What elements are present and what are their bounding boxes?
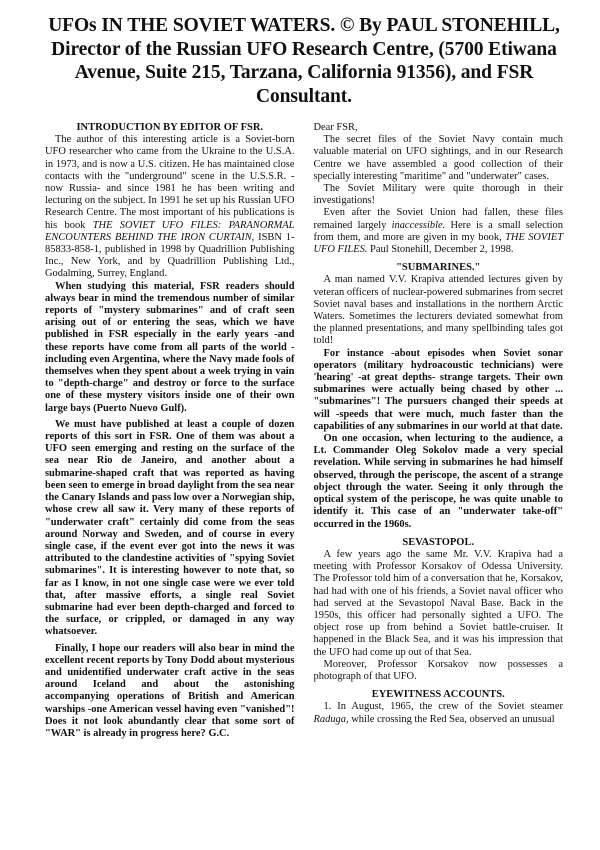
letter-p3-text-mid: Here is a small selection from them, and more are given in my book, [313,219,563,243]
letter-paragraph-3 [314,207,564,256]
submarines-paragraph-1: A man named V.V. Krapiva attended lectures given by veteran officers of nuclear-powered submarines from secret Soviet naval bases and installations in the northern Arctic Waters. Sometimes the lecturers deviated somewhat from the planned presentations, and many spellbinding tales got told! [313,274,563,347]
sevastopol-heading: SEVASTOPOL. [402,536,475,548]
intro-paragraph-2: When studying this material, FSR readers should always bear in mind the tremendous number of similar reports of "mystery submarines" and of craft seen arising out of or entering the seas, which we have published in FSR especially in the early years -and these reports have come from all parts of the world -including even Argentina, where the Navy made fools of themselves when they spent about a week trying in vain to "depth-charge" and destroy or force to the surface one of these mystery visitors inside one of their own large bays (Puerto Nuevo Gulf). [45,280,295,414]
sevastopol-paragraph-2: Moreover, Professor Korsakov now possesses a photograph of that UFO. [313,658,563,682]
submarines-heading: "SUBMARINES." [396,262,481,274]
emphasis-inaccessible: inaccessible. [391,219,446,231]
submarines-paragraph-2: For instance -about episodes when Soviet sonar operators (military hydroacoustic technicians) were 'hearing' -at great depths- strange targets. Their own submarines were actually being chased by other ... "submarines"! The pursuers changed their speeds at will -speeds that were much, much faster than the capabilities of any submarines in our world at that date. [313,347,563,432]
intro-p1-text: The author of this interesting article is a Soviet-born UFO researcher who came from the Ukraine to the U.S.A. in 1973, and is now a U.S. citizen. He has maintained close contacts with the "underground" scene in the U.S.S.R. -now Russia- and since 1981 he has been writing and lecturing on the subject. In 1991 he set up his Russian UFO Research Centre. The most important of his publications is his book [45,134,295,231]
intro-paragraph-4: Finally, I hope our readers will also bear in mind the excellent recent reports by Tony Dodd about mysterious and unidentified underwater craft active in the seas around Iceland and about the astonishing accompanying operations of British and American warships -one American vessel having even "vanished"! Does it not look abundantly clear that some sort of "WAR" is already in progress here? G.C. [45,642,295,739]
eyewitness-heading: EYEWITNESS ACCOUNTS. [371,689,505,701]
letter-signature: Paul Stonehill, December 2, 1998. [367,244,514,256]
ship-name: Raduga, [313,713,349,725]
eyewitness-p1-text: 1. In August, 1965, the crew of the Soviet steamer [323,701,563,713]
sevastopol-paragraph-1: A few years ago the same Mr. V.V. Krapiva had a meeting with Professor Korsakov of Odessa University. The Professor told him of a conversation that he, Korsakov, had had with one of his friends, a Soviet naval officer who had served at the Sevastopol Naval Base. Back in the 1950s, this officer had personally sighted a UFO. The object rose up from behind a Soviet battle-cruiser. It happened in the Black Sea, and it was his impression that the UFO had come up out of that Sea. [313,548,563,658]
eyewitness-paragraph-1 [314,701,564,725]
intro-heading: INTRODUCTION BY EDITOR OF FSR. [76,122,264,133]
letter-p3-text: Even after the Soviet Union had fallen, these files remained largely [313,207,563,231]
book-title-ref: THE SOVIET UFO FILES. [313,231,563,256]
article-title: UFOs IN THE SOVIET WATERS. © By PAUL STONEHILL, Director of the Russian UFO Research Centre, (5700 Etiwana Avenue, Suite 215, Tarzana, California 91356), and FSR Consultant. [48,15,560,107]
letter-salutation: Dear FSR, [313,122,358,133]
eyewitness-p1-text-end: while crossing the Red Sea, observed an unusual [348,713,555,725]
letter-paragraph-1: The secret files of the Soviet Navy contain much valuable material on UFO sightings, and in our Research Centre we have assembled a good collection of their specially interesting "maritime" and "underwater" cases. [313,134,563,182]
letter-paragraph-2: The Soviet Military were quite thorough in their investigations! [313,183,563,207]
intro-paragraph-3: We must have published at least a couple of dozen reports of this sort in FSR. One of them was about a UFO seen emerging and resting on the surface of the sea near Rio de Janeiro, and another about a submarine-shaped craft that was reported as having been seen to emerge in broad daylight from the sea near the Canary Islands and pass low over a Norwegian ship, whose crew all saw it. Very many of these reports of "underwater craft" certainly did come from the seas around Norway and Sweden, and of course in every single case, if the event ever got into the news it was attributed to the clandestine activities of "spying Soviet submarines". It is interesting however to note that, so far as I know, in not one single case were we ever told that, after massive efforts, a single real Soviet submarine had ever been depth-charged and forced to the surface, or crippled, or damaged in any way whatsoever. [45,418,295,638]
submarines-paragraph-3: On one occasion, when lecturing to the audience, a Lt. Commander Oleg Sokolov made a very special revelation. While serving in submarines he had himself observed, through the periscope, the ascent of a strange object through the water. Seeing it only through the optical system of the periscope, he was quite unable to identify it. This case of an "underwater take-off" occurred in the 1960s. [313,433,563,530]
book-title: THE SOVIET UFO FILES: PARANORMAL ENCOUNTERS BEHIND THE IRON CURTAIN, [45,219,295,243]
intro-paragraph-1 [45,134,295,280]
intro-p1-text-end: ISBN 1-85833-858-1, published in 1998 by Quadrillion Publishing Inc., New York, and by Quadrillion Publishing Ltd., Godalming, Surrey, England. [45,231,295,280]
right-column [314,122,564,740]
article-columns [45,122,563,740]
left-column [45,122,295,740]
